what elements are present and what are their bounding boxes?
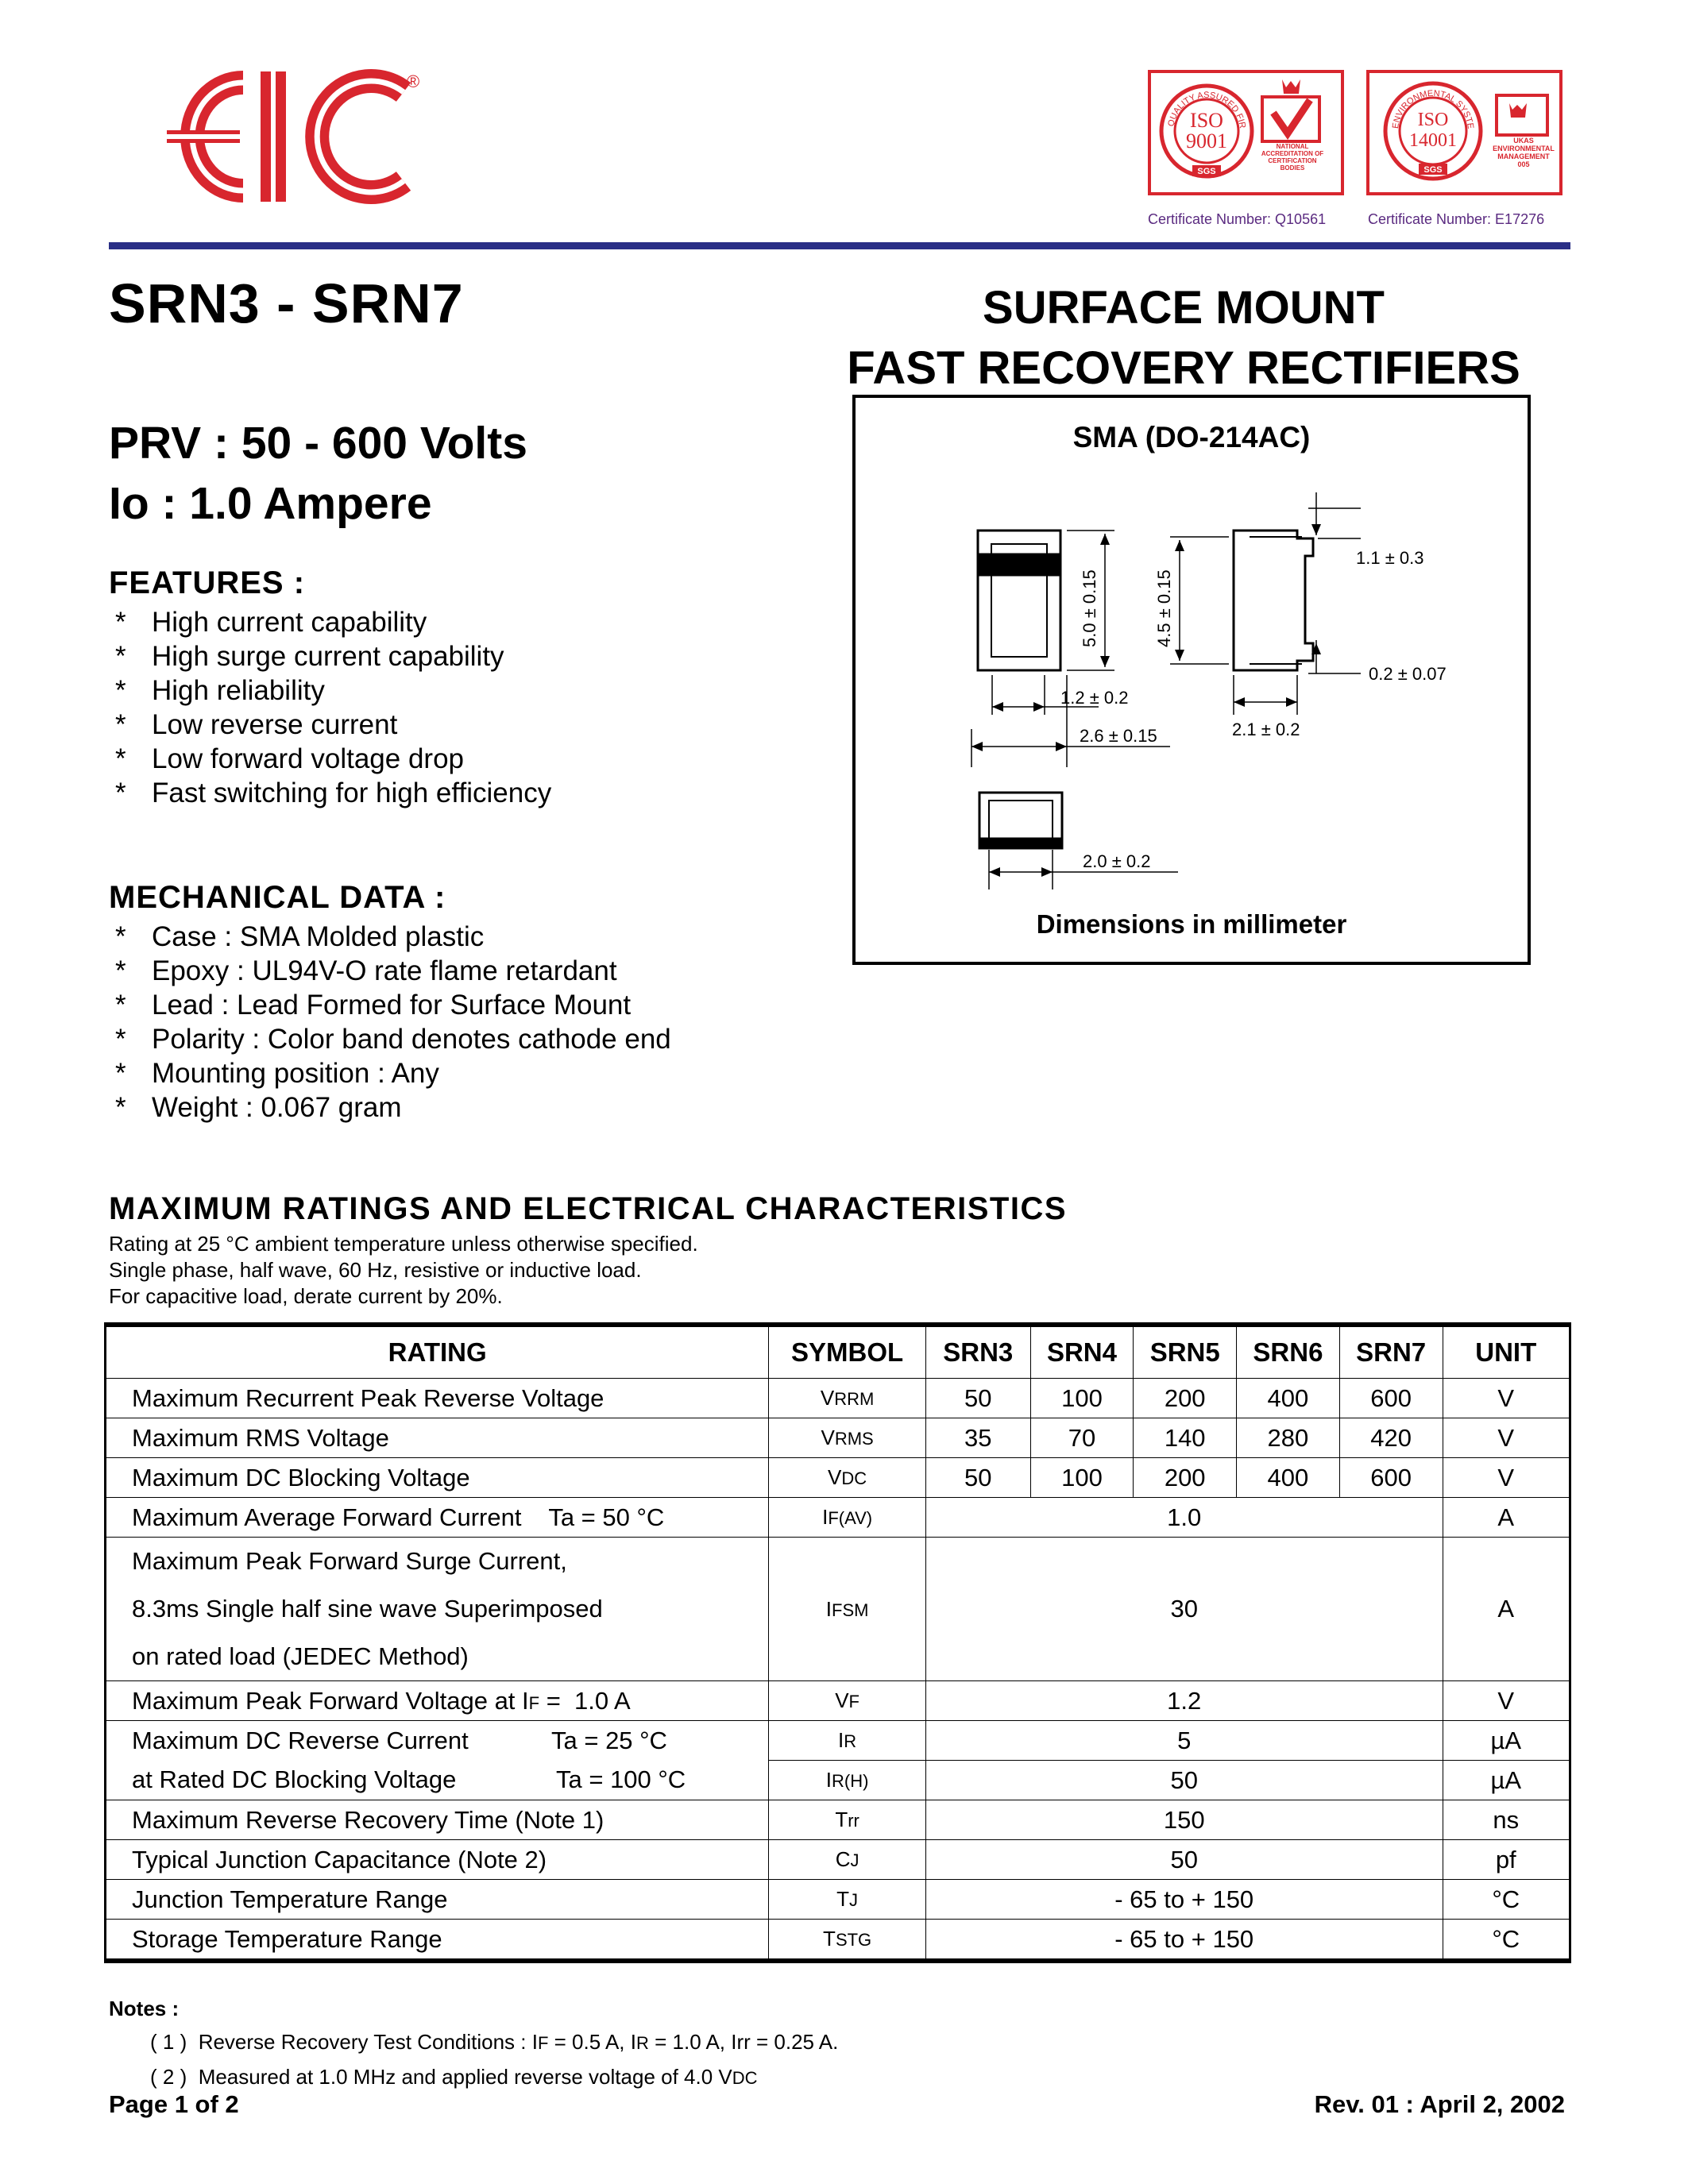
dim-2.0: 2.0 ± 0.2: [1083, 851, 1151, 871]
iso14001-badge: UKAS ENVIRONMENTAL MANAGEMENT: [1493, 137, 1555, 160]
value-cell: 1.0: [925, 1498, 1443, 1538]
ratings-table: [104, 1322, 1571, 1963]
value-cell: 50: [925, 1761, 1443, 1800]
list-item: * Epoxy : UL94V-O rate flame retardant: [115, 955, 617, 986]
table-row: [106, 1761, 1570, 1800]
value-cell: 70: [1030, 1418, 1134, 1458]
value-cell: 600: [1339, 1379, 1443, 1418]
symbol-cell: VF: [769, 1681, 926, 1721]
eic-logo: [149, 65, 419, 208]
list-item: * Fast switching for high efficiency: [115, 778, 552, 808]
rating-cell: Maximum Recurrent Peak Reverse Voltage: [106, 1379, 769, 1418]
table-row: [106, 1681, 1570, 1721]
title-line-2: FAST RECOVERY RECTIFIERS: [847, 342, 1520, 394]
dim-1.1: 1.1 ± 0.3: [1356, 548, 1424, 568]
prv-spec: PRV : 50 - 600 Volts: [109, 418, 527, 469]
value-cell: 50: [925, 1840, 1443, 1880]
rating-cell: [106, 1538, 769, 1681]
rating-line: on rated load (JEDEC Method): [132, 1642, 469, 1670]
value-cell: 140: [1134, 1418, 1237, 1458]
table-row: [106, 1458, 1570, 1498]
unit-cell: V: [1443, 1458, 1570, 1498]
value-cell: 200: [1134, 1458, 1237, 1498]
iso14001-cert: [1366, 70, 1562, 195]
list-item: * Mounting position : Any: [115, 1058, 439, 1089]
iso14001-badge-num: 005: [1517, 160, 1530, 168]
list-item: * Low forward voltage drop: [115, 743, 464, 774]
rating-cell: at Rated DC Blocking Voltage Ta = 100 °C: [106, 1761, 769, 1800]
cathode-band: [978, 554, 1060, 575]
symbol-cell: IR: [769, 1721, 926, 1761]
unit-cell: µA: [1443, 1761, 1570, 1800]
mechanical-heading: MECHANICAL DATA :: [109, 880, 446, 915]
unit-cell: ns: [1443, 1800, 1570, 1840]
unit-cell: A: [1443, 1538, 1570, 1681]
symbol-cell: IR(H): [769, 1761, 926, 1800]
rating-cell: Maximum DC Reverse Current Ta = 25 °C: [106, 1721, 769, 1761]
ratings-conditions: [109, 1231, 698, 1310]
value-cell: 30: [925, 1538, 1443, 1681]
table-row: [106, 1379, 1570, 1418]
unit-cell: V: [1443, 1379, 1570, 1418]
rating-cell: Maximum DC Blocking Voltage: [106, 1458, 769, 1498]
part-number-title: SRN3 - SRN7: [109, 272, 464, 334]
io-spec: Io : 1.0 Ampere: [109, 478, 432, 529]
col-header: UNIT: [1443, 1325, 1570, 1379]
table-row: [106, 1800, 1570, 1840]
col-header: SRN4: [1030, 1325, 1134, 1379]
side-view-body: [1234, 531, 1313, 670]
list-item: * Weight : 0.067 gram: [115, 1092, 402, 1123]
list-item: * High surge current capability: [115, 641, 504, 672]
rating-cell: Typical Junction Capacitance (Note 2): [106, 1840, 769, 1880]
value-cell: 400: [1237, 1458, 1340, 1498]
iso9001-badge: NATIONAL ACCREDITATION OF CERTIFICATION BODIES: [1261, 143, 1324, 172]
table-row: [106, 1418, 1570, 1458]
package-title: SMA (DO-214AC): [1072, 421, 1311, 453]
rating-cell: Storage Temperature Range: [106, 1920, 769, 1962]
value-cell: 5: [925, 1721, 1443, 1761]
symbol-cell: VRMS: [769, 1418, 926, 1458]
mechanical-list: [109, 920, 671, 1125]
unit-cell: °C: [1443, 1880, 1570, 1920]
unit-cell: pf: [1443, 1840, 1570, 1880]
list-item: * Case : SMA Molded plastic: [115, 921, 485, 952]
features-list: [109, 605, 551, 810]
package-drawing: [852, 477, 1531, 905]
value-cell: 35: [925, 1418, 1030, 1458]
dim-4.5: 4.5 ± 0.15: [1154, 569, 1174, 647]
value-cell: 150: [925, 1800, 1443, 1840]
unit-cell: V: [1443, 1418, 1570, 1458]
value-cell: 100: [1030, 1458, 1134, 1498]
value-cell: 420: [1339, 1418, 1443, 1458]
value-cell: 280: [1237, 1418, 1340, 1458]
list-item: * High current capability: [115, 607, 427, 638]
package-footer: Dimensions in millimeter: [1036, 909, 1347, 939]
rating-line: Maximum Peak Forward Surge Current,: [132, 1547, 567, 1575]
iso9001-ring-text: QUALITY ASSURED FIR: [1166, 90, 1247, 129]
page-number: Page 1 of 2: [109, 2090, 239, 2118]
notes-heading: Notes :: [109, 1997, 180, 2020]
list-item: * Low reverse current: [115, 709, 398, 740]
col-header: SRN5: [1134, 1325, 1237, 1379]
symbol-cell: TSTG: [769, 1920, 926, 1962]
dim-2.6: 2.6 ± 0.15: [1080, 726, 1157, 746]
col-header: RATING: [106, 1325, 769, 1379]
value-cell: 100: [1030, 1379, 1134, 1418]
list-item: * High reliability: [115, 675, 325, 706]
iso9001-body: SGS: [1197, 167, 1216, 176]
symbol-cell: Trr: [769, 1800, 926, 1840]
rating-cell: Maximum RMS Voltage: [106, 1418, 769, 1458]
ratings-title: MAXIMUM RATINGS AND ELECTRICAL CHARACTERISTICS: [109, 1191, 1068, 1226]
dim-0.2: 0.2 ± 0.07: [1369, 664, 1447, 684]
value-cell: 1.2: [925, 1681, 1443, 1721]
table-header-row: [106, 1325, 1570, 1379]
symbol-cell: IF(AV): [769, 1498, 926, 1538]
unit-cell: A: [1443, 1498, 1570, 1538]
revision: Rev. 01 : April 2, 2002: [1314, 2090, 1565, 2118]
note-2: ( 2 ) Measured at 1.0 MHz and applied reverse voltage of 4.0 VDC: [150, 2065, 758, 2089]
table-row: [106, 1920, 1570, 1962]
iso14001-std: ISO: [1417, 110, 1449, 130]
rating-cell: Maximum Reverse Recovery Time (Note 1): [106, 1800, 769, 1840]
registered-mark: ®: [407, 71, 420, 91]
spec-block: [109, 413, 527, 534]
iso9001-seal-icon: [1151, 73, 1341, 192]
col-header: SRN6: [1237, 1325, 1340, 1379]
rating-cell: Junction Temperature Range: [106, 1880, 769, 1920]
unit-cell: µA: [1443, 1721, 1570, 1761]
rating-cell: Maximum Peak Forward Voltage at IF = 1.0 A: [106, 1681, 769, 1721]
cert-number-1: Certificate Number: Q10561: [1148, 211, 1327, 227]
features-heading: FEATURES :: [109, 565, 306, 600]
symbol-cell: CJ: [769, 1840, 926, 1880]
table-row: [106, 1498, 1570, 1538]
dim-5.0: 5.0 ± 0.15: [1080, 569, 1099, 647]
table-row: [106, 1840, 1570, 1880]
rating-line: 8.3ms Single half sine wave Superimposed: [132, 1595, 603, 1623]
symbol-cell: IFSM: [769, 1538, 926, 1681]
condition-line: For capacitive load, derate current by 20%.: [109, 1284, 503, 1308]
iso14001-ring-text: ENVIRONMENTAL SYSTE: [1391, 88, 1475, 129]
dim-2.1: 2.1 ± 0.2: [1232, 720, 1300, 739]
value-cell: 200: [1134, 1379, 1237, 1418]
col-header: SRN7: [1339, 1325, 1443, 1379]
table-row: [106, 1880, 1570, 1920]
list-item: * Lead : Lead Formed for Surface Mount: [115, 990, 632, 1021]
symbol-cell: VDC: [769, 1458, 926, 1498]
dim-1.2: 1.2 ± 0.2: [1060, 688, 1129, 708]
iso9001-num: 9001: [1186, 129, 1227, 152]
value-cell: 50: [925, 1458, 1030, 1498]
iso14001-seal-icon: [1369, 73, 1559, 192]
condition-line: Single phase, half wave, 60 Hz, resistive or inductive load.: [109, 1258, 642, 1282]
condition-line: Rating at 25 °C ambient temperature unless otherwise specified.: [109, 1232, 698, 1256]
iso9001-cert: [1148, 70, 1344, 195]
cert-number-2: Certificate Number: E17276: [1368, 211, 1545, 227]
table-row: [106, 1721, 1570, 1761]
iso14001-num: 14001: [1409, 130, 1457, 151]
product-type-title: [802, 278, 1565, 399]
title-line-1: SURFACE MOUNT: [983, 282, 1385, 334]
iso14001-body: SGS: [1423, 165, 1443, 175]
list-item: * Polarity : Color band denotes cathode end: [115, 1024, 671, 1055]
value-cell: 50: [925, 1379, 1030, 1418]
col-header: SYMBOL: [769, 1325, 926, 1379]
note-1: ( 1 ) Reverse Recovery Test Conditions : IF = 0.5 A, IR = 1.0 A, Irr = 0.25 A.: [150, 2030, 839, 2054]
value-cell: 600: [1339, 1458, 1443, 1498]
iso9001-std: ISO: [1190, 109, 1223, 132]
table-row: [106, 1538, 1570, 1681]
value-cell: - 65 to + 150: [925, 1920, 1443, 1962]
symbol-cell: VRRM: [769, 1379, 926, 1418]
value-cell: 400: [1237, 1379, 1340, 1418]
symbol-cell: TJ: [769, 1880, 926, 1920]
header-rule: [109, 242, 1570, 249]
rating-cell: Maximum Average Forward Current Ta = 50 °C: [106, 1498, 769, 1538]
col-header: SRN3: [925, 1325, 1030, 1379]
unit-cell: V: [1443, 1681, 1570, 1721]
unit-cell: °C: [1443, 1920, 1570, 1962]
notes-block: [109, 1992, 838, 2095]
value-cell: - 65 to + 150: [925, 1880, 1443, 1920]
top-view-body: [978, 531, 1060, 670]
